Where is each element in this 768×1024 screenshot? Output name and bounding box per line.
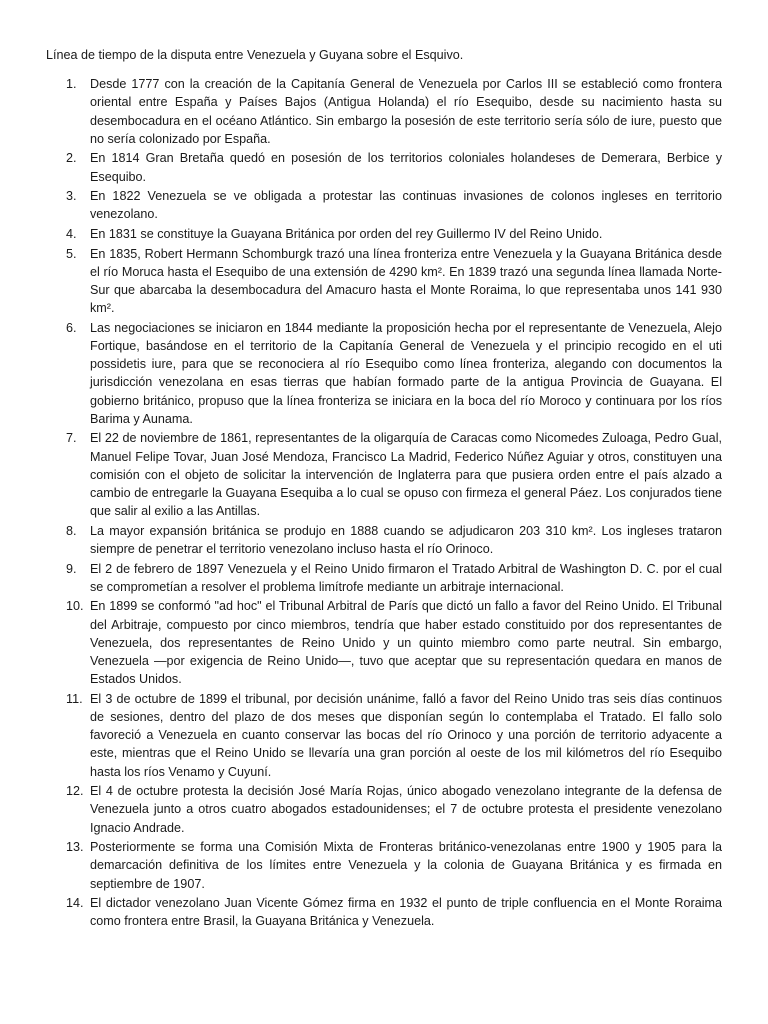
item-number: 6. <box>66 320 77 335</box>
list-item <box>46 245 722 318</box>
item-text: Posteriormente se forma una Comisión Mixta de Fronteras británico-venezolanas entre 1900 y 1905 para la demarcación definitiva de los límites entre Venezuela y la colonia de Guayana Británica y es firmada en septiembre de 1907. <box>90 840 722 891</box>
list-item <box>46 838 722 893</box>
item-number: 12. <box>66 784 84 799</box>
item-text: En 1835, Robert Hermann Schomburgk trazó una línea fronteriza entre Venezuela y la Guayana Británica desde el río Moruca hasta el Esequibo de una extensión de 4290 km². En 1839 trazó una segunda línea llamada Norte-Sur que abarcaba la desembocadura del Amacuro hasta el Monte Roraima, lo que representaba unos 141 930 km². <box>90 246 722 316</box>
list-item <box>46 187 722 223</box>
item-text: El 3 de octubre de 1899 el tribunal, por decisión unánime, falló a favor del Reino Unido tras seis días continuos de sesiones, dentro del plazo de dos meses que disponían según lo contemplaba el Tratado. El fallo solo favoreció a Venezuela en cuanto conservar las bocas del río Orinoco y una porción de territorio adyacente a este, mientras que el Reino Unido se llevaría una gran porción al oeste de los mil kilómetros del río Esequibo hasta los ríos Venamo y Cuyuní. <box>90 691 722 779</box>
item-text: En 1822 Venezuela se ve obligada a protestar las continuas invasiones de colonos ingleses en territorio venezolano. <box>90 189 722 222</box>
item-number: 13. <box>66 840 84 855</box>
item-text: La mayor expansión británica se produjo en 1888 cuando se adjudicaron 203 310 km². Los ingleses trataron siempre de penetrar el territorio venezolano incluso hasta el río Orinoco. <box>90 523 722 557</box>
list-item <box>46 75 722 148</box>
item-number: 8. <box>66 523 77 538</box>
item-text: Las negociaciones se iniciaron en 1844 mediante la proposición hecha por el representante de Venezuela, Alejo Fortique, basándose en el territorio de la Capitanía General de Venezuela y el principio recogido en el uti possidetis iure, para que se reconociera al río Esequibo como línea fronteriza, alegando con documentos la jurisdicción venezolana en esas tierras que habían formado parte de la antigua Provincia de Guayana. El gobierno británico, propuso que la línea fronteriza se iniciara en la boca del río Moroco y continuara por los ríos Barima y Aunama. <box>90 320 722 426</box>
item-text: En 1814 Gran Bretaña quedó en posesión de los territorios coloniales holandeses de Demerara, Berbice y Esequibo. <box>90 151 722 184</box>
list-item <box>46 319 722 428</box>
item-number: 7. <box>66 431 77 446</box>
item-number: 14. <box>66 896 84 911</box>
document-title: Línea de tiempo de la disputa entre Venezuela y Guyana sobre el Esquivo. <box>46 48 464 62</box>
list-item <box>46 560 722 596</box>
item-text: El 4 de octubre protesta la decisión José María Rojas, único abogado venezolano integrante de la defensa de Venezuela junto a otros cuatro abogados estadounidenses; el 7 de octubre protesta el presidente venezolano Ignacio Andrade. <box>90 784 722 835</box>
list-item <box>46 149 722 185</box>
item-text: En 1831 se constituye la Guayana Británica por orden del rey Guillermo IV del Reino Unido. <box>90 227 603 241</box>
item-text: El 2 de febrero de 1897 Venezuela y el Reino Unido firmaron el Tratado Arbitral de Washington D. C. por el cual se comprometían a resolver el problema limítrofe mediante un arbitraje internacional. <box>90 561 722 594</box>
item-number: 3. <box>66 189 77 204</box>
timeline-list <box>46 75 722 930</box>
item-number: 2. <box>66 151 77 166</box>
item-text: El dictador venezolano Juan Vicente Gómez firma en 1932 el punto de triple confluencia en el Monte Roraima como frontera entre Brasil, la Guayana Británica y Venezuela. <box>90 896 722 929</box>
item-number: 11. <box>66 691 83 706</box>
list-item <box>46 782 722 837</box>
item-number: 10. <box>66 599 84 614</box>
list-item <box>46 522 722 558</box>
item-number: 1. <box>66 77 77 92</box>
item-number: 5. <box>66 246 77 261</box>
item-text: El 22 de noviembre de 1861, representantes de la oligarquía de Caracas como Nicomedes Zuloaga, Pedro Gual, Manuel Felipe Tovar, Juan José Mendoza, Francisco La Madrid, Federico Núñez Aguiar y otros, constituyen una comisión con el objeto de solicitar la intervención de Inglaterra para que pusiera orden entre el país alzado a cambio de entregarle la Guayana Esequiba a lo cual se opuso con firmeza el general Páez. Los conjurados tiene que salir al exilio a las Antillas. <box>90 431 722 519</box>
list-item <box>46 225 722 243</box>
item-number: 9. <box>66 561 77 576</box>
list-item <box>46 429 722 520</box>
list-item <box>46 894 722 930</box>
item-number: 4. <box>66 227 77 241</box>
item-text: En 1899 se conformó "ad hoc" el Tribunal Arbitral de París que dictó un fallo a favor del Reino Unido. El Tribunal del Arbitraje, compuesto por cinco miembros, tendría que haber estado constituido por dos representantes de Venezuela, dos representantes de Reino Unido y un quinto miembro como parte neutral. Sin embargo, Venezuela —por exigencia de Reino Unido—, tuvo que aceptar que su representación quedara en manos de Estados Unidos. <box>90 599 722 687</box>
item-text: Desde 1777 con la creación de la Capitanía General de Venezuela por Carlos III se estableció como frontera oriental entre España y Países Bajos (Antigua Holanda) el río Esequibo, desde su nacimiento hasta su desembocadura en el océano Atlántico. Sin embargo la posesión de este territorio sería sólo de iure, puesto que no sería colonizado por España. <box>90 77 722 146</box>
list-item <box>46 690 722 781</box>
list-item <box>46 597 722 688</box>
